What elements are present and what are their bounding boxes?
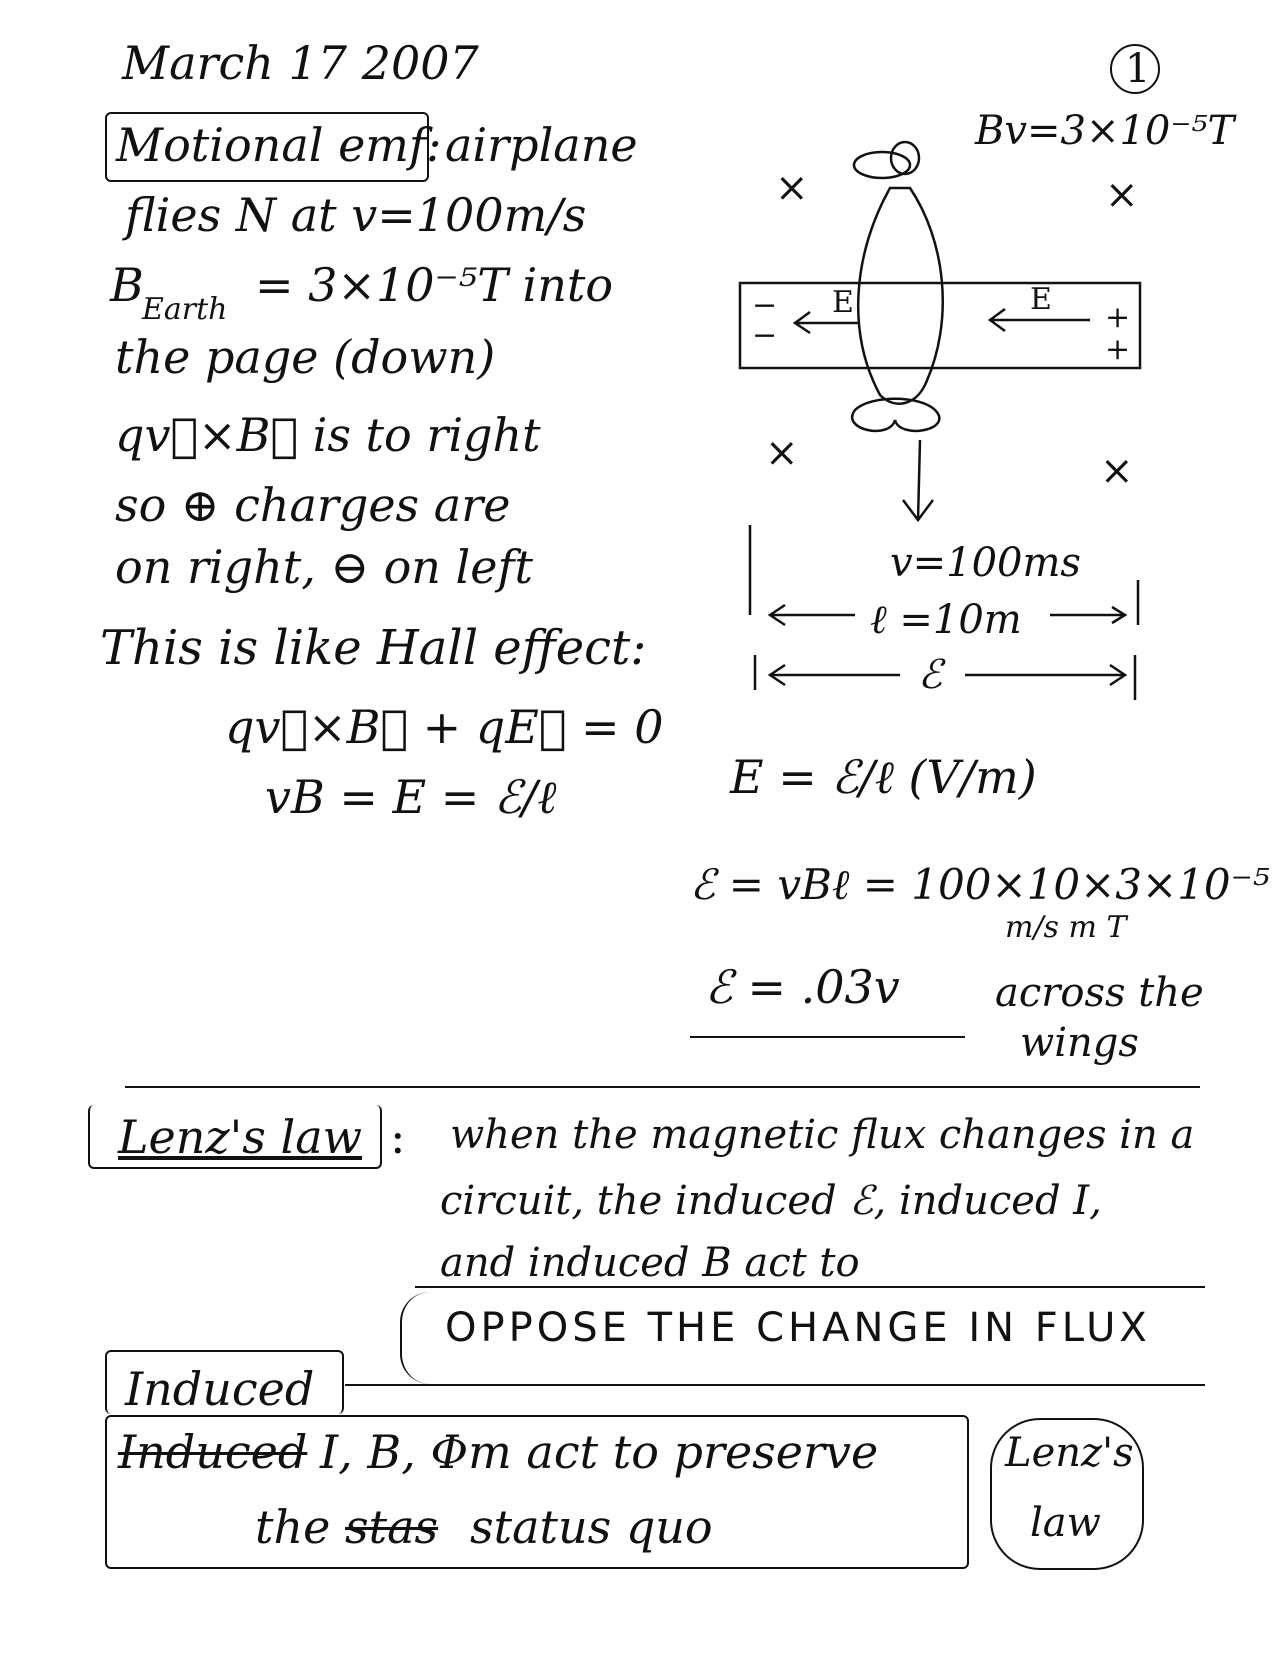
oppose-bottom-rule [345, 1384, 1205, 1386]
induced-line-1: I, B, Φm act to preserve [320, 1425, 879, 1479]
induced-struck-2: stas [345, 1500, 439, 1554]
length-label: ℓ =10m [870, 597, 1022, 643]
wing-plus-2: + [1105, 332, 1131, 367]
x-mark-top-right: × [1105, 172, 1139, 218]
lenz-line-1: when the magnetic flux changes in a [450, 1112, 1195, 1158]
motional-line-airplane: airplane [445, 118, 638, 172]
emf-units: m/s m T [1005, 910, 1127, 945]
velocity-arrow [918, 440, 920, 520]
oppose-text: OPPOSE THE CHANGE IN FLUX [445, 1305, 1151, 1351]
fuselage [858, 188, 943, 404]
hall-equation-2: vB = E = ℰ/ℓ [265, 770, 557, 824]
result-underline [690, 1036, 965, 1038]
wing-e-right: E [1030, 282, 1052, 317]
velocity-label: v=100ms [890, 540, 1081, 586]
result-note-1: across the [995, 970, 1204, 1016]
wing-e-left: E [832, 285, 854, 320]
page-number: 1 [1125, 46, 1151, 92]
emf-span-label: ℰ [918, 652, 943, 698]
lenz-line-2: circuit, the induced ℰ, induced I, [440, 1178, 1102, 1224]
b-vertical-label: Bv=3×10⁻⁵T [975, 108, 1235, 154]
induced-struck: Induced [118, 1425, 308, 1479]
induced-status-quo: status quo [470, 1500, 713, 1554]
lenz-line-3: and induced B act to [440, 1240, 860, 1286]
motional-line-earth: Earth [142, 292, 228, 327]
x-mark-top-left: × [775, 165, 809, 211]
wing-plus-1: + [1105, 300, 1131, 335]
wing-minus-1: − [752, 288, 778, 323]
lenz-side-1: Lenz's [1005, 1430, 1134, 1476]
motional-line-left: on right, ⊖ on left [115, 540, 533, 594]
induced-the: the [255, 1500, 331, 1554]
lenz-top-rule [125, 1086, 1200, 1088]
motional-line-into: = 3×10⁻⁵T into [255, 258, 614, 312]
date: March 17 2007 [122, 36, 479, 90]
motional-line-b: B [110, 258, 144, 312]
lenz-side-2: law [1030, 1500, 1101, 1546]
lenz-heading: Lenz's law [118, 1110, 363, 1164]
oppose-top-rule [415, 1286, 1205, 1288]
motional-line-page: the page (down) [115, 330, 496, 384]
x-mark-bottom-left: × [765, 430, 799, 476]
hall-effect-line: This is like Hall effect: [100, 620, 647, 676]
lenz-colon: : [390, 1110, 406, 1164]
result-note-2: wings [1020, 1020, 1139, 1066]
hall-equation-1: qv⃗×B⃗ + qE⃗ = 0 [225, 700, 664, 754]
motional-line-charges: so ⊕ charges are [115, 478, 511, 532]
wing-minus-2: − [752, 318, 778, 353]
emf-formula: ℰ = vBℓ = 100×10×3×10⁻⁵ [690, 860, 1270, 909]
motional-line-flies: flies N at v=100m/s [125, 188, 587, 242]
e-formula: E = ℰ/ℓ (V/m) [730, 750, 1037, 804]
oppose-bracket [400, 1292, 432, 1384]
induced-tab: Induced [125, 1362, 315, 1416]
emf-result: ℰ = .03v [705, 960, 900, 1014]
x-mark-bottom-right: × [1100, 448, 1134, 494]
motional-emf-heading: Motional emf: [116, 118, 442, 172]
motional-line-qvxb: qv⃗×B⃗ is to right [115, 408, 541, 462]
